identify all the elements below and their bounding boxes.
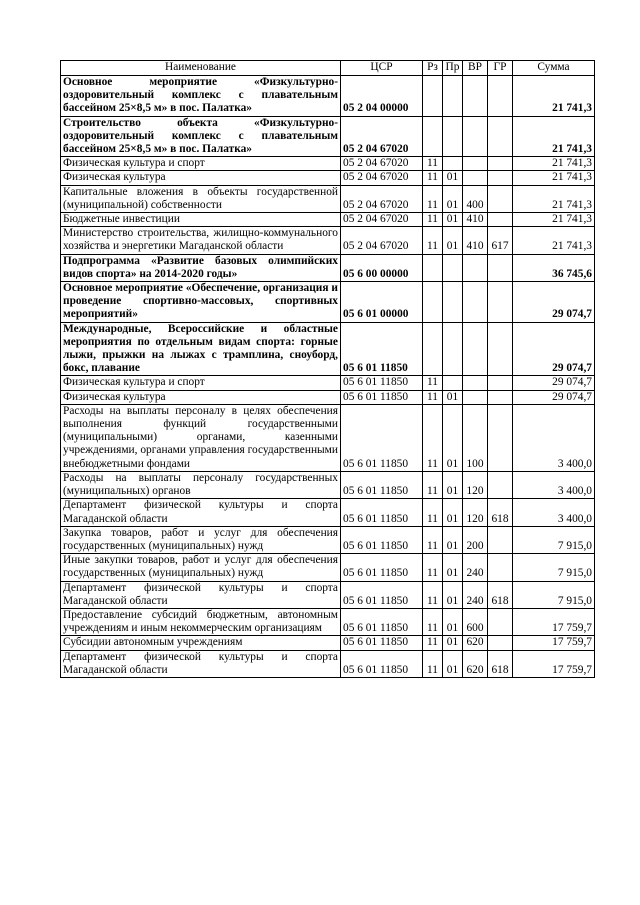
row-rz-cell: 11: [423, 171, 443, 185]
row-vr-cell: [463, 76, 488, 117]
row-csr-cell: 05 6 01 11850: [341, 404, 423, 471]
row-pr-cell: 01: [443, 185, 463, 212]
row-pr-cell: 01: [443, 213, 463, 227]
table-row: [61, 254, 595, 281]
row-gr-cell: 618: [488, 499, 513, 526]
row-name-cell: Физическая культура: [61, 390, 341, 404]
row-pr-cell: 01: [443, 404, 463, 471]
row-vr-cell: [463, 171, 488, 185]
row-csr-cell: 05 6 01 11850: [341, 376, 423, 390]
table-row: [61, 499, 595, 526]
row-name-cell: Расходы на выплаты персоналу в целях обеспечения выполнения функций государственными (муниципальными) органами, казенными учреждениями, органами управления государственными внебюджетными фондами: [61, 404, 341, 471]
row-pr-cell: [443, 322, 463, 376]
row-name-cell: Бюджетные инвестиции: [61, 213, 341, 227]
row-gr-cell: [488, 376, 513, 390]
table-row: [61, 390, 595, 404]
row-csr-cell: 05 6 01 11850: [341, 499, 423, 526]
table-row: [61, 157, 595, 171]
table-row: [61, 322, 595, 376]
table-row: [61, 76, 595, 117]
row-sum-cell: 3 400,0: [513, 499, 595, 526]
table-row: [61, 526, 595, 553]
header-name: Наименование: [61, 61, 341, 76]
row-name-cell: Департамент физической культуры и спорта Магаданской области: [61, 650, 341, 677]
row-pr-cell: 01: [443, 171, 463, 185]
row-pr-cell: [443, 157, 463, 171]
row-vr-cell: 400: [463, 185, 488, 212]
row-sum-cell: 29 074,7: [513, 322, 595, 376]
row-rz-cell: 11: [423, 227, 443, 254]
table-row: [61, 608, 595, 635]
row-name-cell: Министерство строительства, жилищно-коммунального хозяйства и энергетики Магаданской области: [61, 227, 341, 254]
table-row: [61, 171, 595, 185]
row-gr-cell: [488, 213, 513, 227]
table-row: [61, 116, 595, 157]
row-rz-cell: 11: [423, 185, 443, 212]
row-csr-cell: 05 6 01 00000: [341, 282, 423, 323]
table-row: [61, 636, 595, 650]
row-pr-cell: 01: [443, 526, 463, 553]
row-rz-cell: 11: [423, 390, 443, 404]
row-rz-cell: 11: [423, 471, 443, 498]
row-name-cell: Капитальные вложения в объекты государственной (муниципальной) собственности: [61, 185, 341, 212]
row-csr-cell: 05 6 01 11850: [341, 650, 423, 677]
row-csr-cell: 05 6 01 11850: [341, 554, 423, 581]
row-rz-cell: 11: [423, 213, 443, 227]
row-sum-cell: 7 915,0: [513, 554, 595, 581]
row-name-cell: Расходы на выплаты персоналу государственных (муниципальных) органов: [61, 471, 341, 498]
header-pr: Пр: [443, 61, 463, 76]
row-vr-cell: 620: [463, 650, 488, 677]
row-csr-cell: 05 6 01 11850: [341, 608, 423, 635]
row-sum-cell: 7 915,0: [513, 526, 595, 553]
row-pr-cell: 01: [443, 554, 463, 581]
row-sum-cell: 21 741,3: [513, 157, 595, 171]
budget-table: [60, 60, 595, 678]
row-gr-cell: [488, 185, 513, 212]
row-sum-cell: 21 741,3: [513, 116, 595, 157]
row-rz-cell: 11: [423, 157, 443, 171]
row-csr-cell: 05 2 04 67020: [341, 227, 423, 254]
row-sum-cell: 21 741,3: [513, 76, 595, 117]
row-gr-cell: [488, 76, 513, 117]
row-gr-cell: [488, 322, 513, 376]
row-rz-cell: [423, 322, 443, 376]
header-gr: ГР: [488, 61, 513, 76]
row-pr-cell: 01: [443, 636, 463, 650]
header-rz: Рз: [423, 61, 443, 76]
row-gr-cell: [488, 282, 513, 323]
row-vr-cell: 200: [463, 526, 488, 553]
row-name-cell: Физическая культура и спорт: [61, 376, 341, 390]
row-pr-cell: [443, 76, 463, 117]
table-row: [61, 581, 595, 608]
row-sum-cell: 21 741,3: [513, 171, 595, 185]
row-pr-cell: 01: [443, 227, 463, 254]
row-gr-cell: [488, 636, 513, 650]
table-row: [61, 185, 595, 212]
row-vr-cell: [463, 282, 488, 323]
row-pr-cell: [443, 376, 463, 390]
row-rz-cell: 11: [423, 608, 443, 635]
row-vr-cell: 120: [463, 499, 488, 526]
row-name-cell: Физическая культура и спорт: [61, 157, 341, 171]
row-gr-cell: [488, 254, 513, 281]
row-csr-cell: 05 6 01 11850: [341, 471, 423, 498]
row-name-cell: Субсидии автономным учреждениям: [61, 636, 341, 650]
row-gr-cell: [488, 171, 513, 185]
row-pr-cell: 01: [443, 390, 463, 404]
table-row: [61, 650, 595, 677]
row-sum-cell: 21 741,3: [513, 227, 595, 254]
table-row: [61, 471, 595, 498]
row-vr-cell: [463, 254, 488, 281]
row-gr-cell: [488, 526, 513, 553]
row-csr-cell: 05 6 01 11850: [341, 636, 423, 650]
row-gr-cell: [488, 404, 513, 471]
row-rz-cell: 11: [423, 376, 443, 390]
row-name-cell: Физическая культура: [61, 171, 341, 185]
row-rz-cell: [423, 76, 443, 117]
row-gr-cell: 617: [488, 227, 513, 254]
row-sum-cell: 7 915,0: [513, 581, 595, 608]
row-gr-cell: [488, 116, 513, 157]
row-rz-cell: [423, 116, 443, 157]
row-vr-cell: 620: [463, 636, 488, 650]
row-csr-cell: 05 2 04 67020: [341, 171, 423, 185]
row-pr-cell: 01: [443, 499, 463, 526]
row-gr-cell: [488, 390, 513, 404]
row-vr-cell: 240: [463, 554, 488, 581]
row-name-cell: Предоставление субсидий бюджетным, автономным учреждениям и иным некоммерческим организациям: [61, 608, 341, 635]
row-rz-cell: 11: [423, 554, 443, 581]
row-vr-cell: 410: [463, 213, 488, 227]
row-pr-cell: [443, 254, 463, 281]
row-vr-cell: [463, 390, 488, 404]
row-gr-cell: [488, 471, 513, 498]
row-rz-cell: 11: [423, 526, 443, 553]
row-vr-cell: 240: [463, 581, 488, 608]
row-rz-cell: 11: [423, 499, 443, 526]
row-name-cell: Департамент физической культуры и спорта Магаданской области: [61, 499, 341, 526]
row-csr-cell: 05 2 04 67020: [341, 116, 423, 157]
row-vr-cell: 600: [463, 608, 488, 635]
row-sum-cell: 29 074,7: [513, 282, 595, 323]
row-sum-cell: 29 074,7: [513, 376, 595, 390]
row-sum-cell: 21 741,3: [513, 213, 595, 227]
row-name-cell: Основное мероприятие «Физкультурно-оздоровительный комплекс с плавательным бассейном 25×8,5 м» в пос. Палатка»: [61, 76, 341, 117]
row-rz-cell: [423, 282, 443, 323]
row-csr-cell: 05 6 00 00000: [341, 254, 423, 281]
row-vr-cell: [463, 116, 488, 157]
row-sum-cell: 17 759,7: [513, 636, 595, 650]
header-vr: ВР: [463, 61, 488, 76]
row-name-cell: Основное мероприятие «Обеспечение, организация и проведение спортивно-массовых, спортивных мероприятий»: [61, 282, 341, 323]
row-vr-cell: [463, 322, 488, 376]
row-pr-cell: [443, 116, 463, 157]
row-name-cell: Департамент физической культуры и спорта Магаданской области: [61, 581, 341, 608]
row-csr-cell: 05 2 04 00000: [341, 76, 423, 117]
table-header-row: [61, 61, 595, 76]
row-vr-cell: [463, 376, 488, 390]
row-vr-cell: 100: [463, 404, 488, 471]
row-rz-cell: 11: [423, 581, 443, 608]
row-sum-cell: 17 759,7: [513, 608, 595, 635]
row-sum-cell: 3 400,0: [513, 471, 595, 498]
row-name-cell: Иные закупки товаров, работ и услуг для обеспечения государственных (муниципальных) нужд: [61, 554, 341, 581]
row-rz-cell: 11: [423, 650, 443, 677]
row-vr-cell: 410: [463, 227, 488, 254]
row-name-cell: Международные, Всероссийские и областные мероприятия по отдельным видам спорта: горные лыжи, прыжки на лыжах с трамплина, сноуборд, бокс, плавание: [61, 322, 341, 376]
table-row: [61, 554, 595, 581]
row-vr-cell: [463, 157, 488, 171]
row-rz-cell: 11: [423, 404, 443, 471]
row-rz-cell: 11: [423, 636, 443, 650]
row-sum-cell: 36 745,6: [513, 254, 595, 281]
row-csr-cell: 05 2 04 67020: [341, 213, 423, 227]
row-vr-cell: 120: [463, 471, 488, 498]
table-body: [61, 76, 595, 678]
row-gr-cell: 618: [488, 650, 513, 677]
row-gr-cell: 618: [488, 581, 513, 608]
row-csr-cell: 05 2 04 67020: [341, 157, 423, 171]
row-csr-cell: 05 6 01 11850: [341, 390, 423, 404]
row-sum-cell: 21 741,3: [513, 185, 595, 212]
header-csr: ЦСР: [341, 61, 423, 76]
table-row: [61, 213, 595, 227]
row-csr-cell: 05 6 01 11850: [341, 526, 423, 553]
table-row: [61, 282, 595, 323]
row-name-cell: Закупка товаров, работ и услуг для обеспечения государственных (муниципальных) нужд: [61, 526, 341, 553]
row-sum-cell: 29 074,7: [513, 390, 595, 404]
table-row: [61, 404, 595, 471]
row-pr-cell: 01: [443, 581, 463, 608]
row-gr-cell: [488, 608, 513, 635]
row-sum-cell: 17 759,7: [513, 650, 595, 677]
row-sum-cell: 3 400,0: [513, 404, 595, 471]
row-csr-cell: 05 6 01 11850: [341, 322, 423, 376]
table-row: [61, 227, 595, 254]
row-pr-cell: 01: [443, 608, 463, 635]
row-csr-cell: 05 6 01 11850: [341, 581, 423, 608]
row-gr-cell: [488, 157, 513, 171]
row-pr-cell: [443, 282, 463, 323]
row-csr-cell: 05 2 04 67020: [341, 185, 423, 212]
table-row: [61, 376, 595, 390]
row-pr-cell: 01: [443, 650, 463, 677]
row-name-cell: Строительство объекта «Физкультурно-оздоровительный комплекс с плавательным бассейном 25×8,5 м» в пос. Палатка»: [61, 116, 341, 157]
row-gr-cell: [488, 554, 513, 581]
document-page: [60, 60, 594, 678]
row-rz-cell: [423, 254, 443, 281]
row-name-cell: Подпрограмма «Развитие базовых олимпийских видов спорта» на 2014-2020 годы»: [61, 254, 341, 281]
row-pr-cell: 01: [443, 471, 463, 498]
header-sum: Сумма: [513, 61, 595, 76]
